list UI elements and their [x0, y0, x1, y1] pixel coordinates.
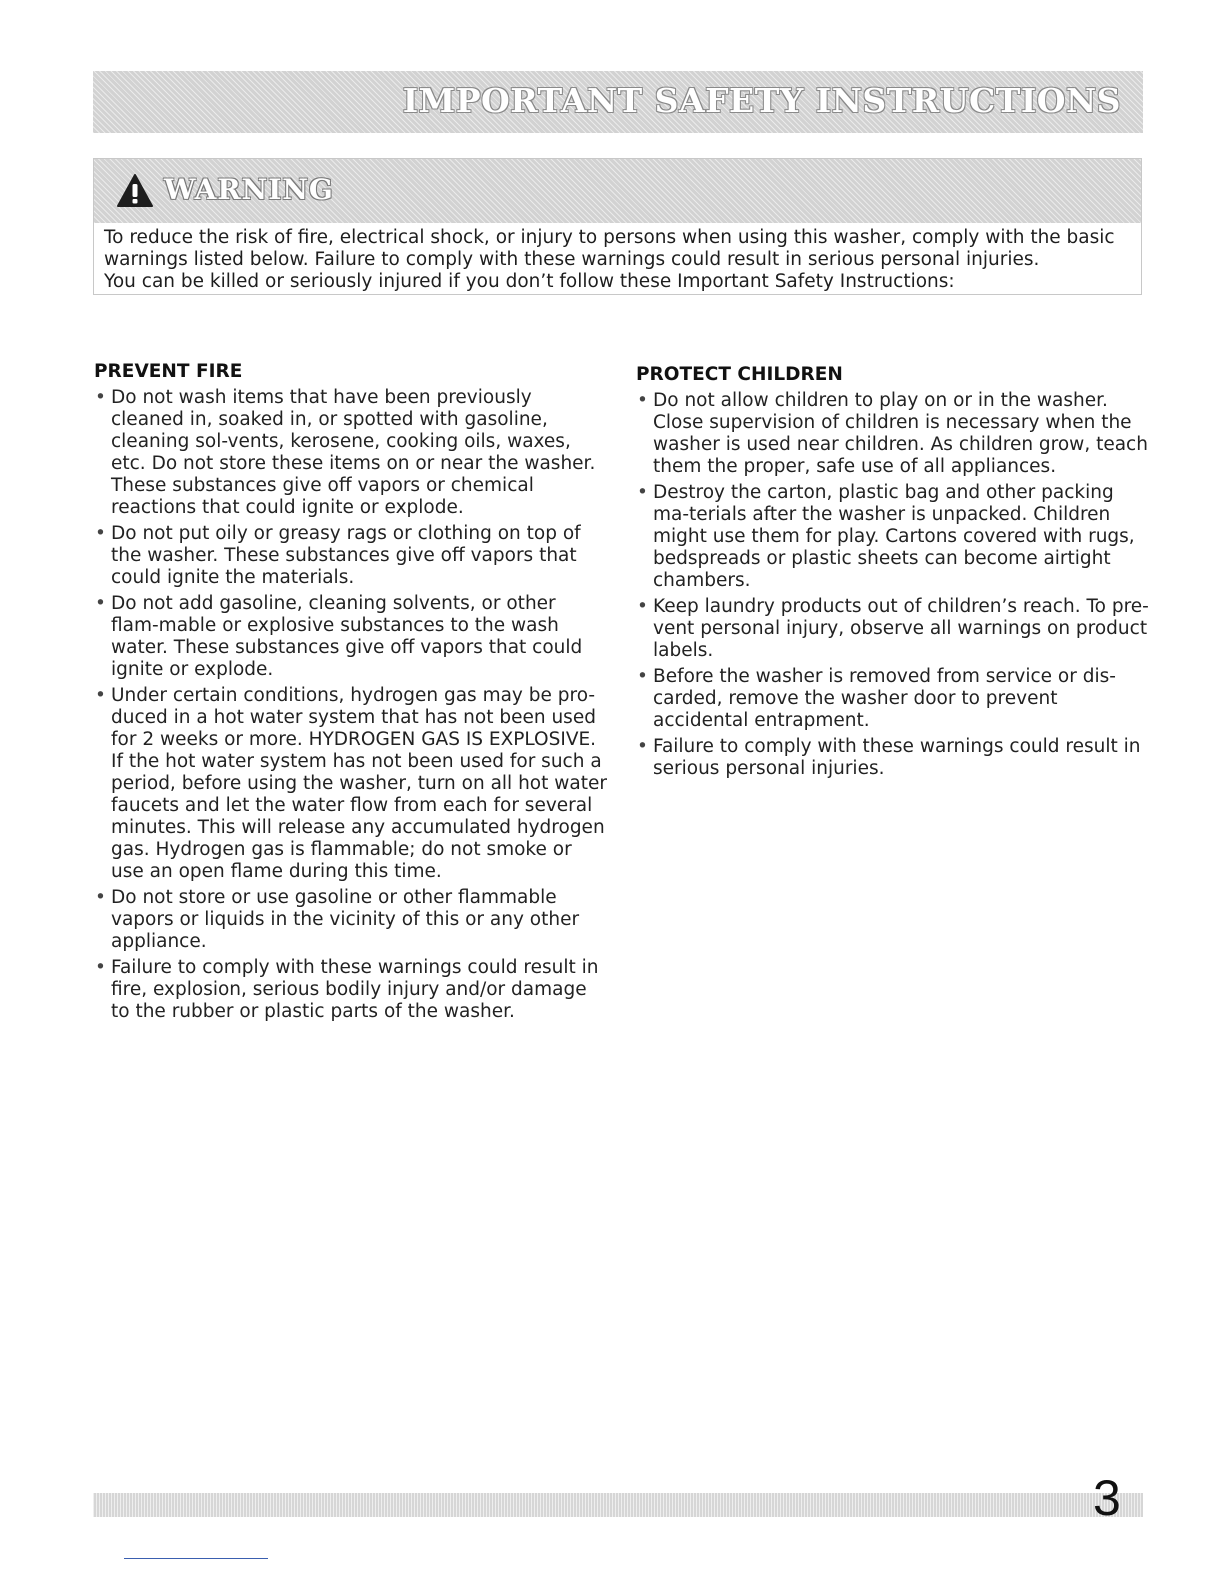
list-item: • Destroy the carton, plastic bag and other packing ma-terials after the washer is unpacked. Children might use them for play. Cartons covered with rugs, bedspreads or plastic sheets can become airtight chambers.: [636, 482, 1151, 592]
list-item: • Do not add gasoline, cleaning solvents, or other flam-mable or explosive substances to the wash water. These substances give off vapors that could ignite or explode.: [94, 593, 609, 681]
list-item: • Failure to comply with these warnings could result in fire, explosion, serious bodily injury and/or damage to the rubber or plastic parts of the washer.: [94, 957, 609, 1023]
protect-children-section: [636, 364, 1151, 784]
list-item: • Do not allow children to play on or in the washer. Close supervision of children is necessary when the washer is used near children. As children grow, teach them the proper, safe use of all appliances.: [636, 390, 1151, 478]
title-banner: [93, 71, 1143, 133]
warning-line: warnings listed below. Failure to comply with these warnings could result in serious personal injuries.: [104, 249, 1040, 270]
list-item: • Do not wash items that have been previously cleaned in, soaked in, or spotted with gasoline, cleaning sol-vents, kerosene, cooking oils, waxes, etc. Do not store these items on or near the washer. These substances give off vapors or chemical reactions that could ignite or explode.: [94, 387, 609, 519]
prevent-fire-heading: PREVENT FIRE: [94, 361, 243, 382]
footer-strip: [93, 1493, 1143, 1517]
warning-line: You can be killed or seriously injured if you don’t follow these Important Safety Instructions:: [104, 271, 955, 292]
list-item: • Under certain conditions, hydrogen gas may be pro-duced in a hot water system that has not been used for 2 weeks or more. HYDROGEN GAS IS EXPLOSIVE. If the hot water system has not been used for such a period, before using the washer, turn on all hot water faucets and let the water flow from each for several minutes. This will release any accumulated hydrogen gas. Hydrogen gas is flammable; do not smoke or use an open flame during this time.: [94, 685, 609, 883]
warning-header: [94, 159, 1141, 223]
list-item: • Before the washer is removed from service or dis-carded, remove the washer door to prevent accidental entrapment.: [636, 666, 1151, 732]
list-item: • Do not store or use gasoline or other flammable vapors or liquids in the vicinity of this or any other appliance.: [94, 887, 609, 953]
warning-line: To reduce the risk of fire, electrical shock, or injury to persons when using this washer, comply with the basic: [104, 227, 1115, 248]
warning-triangle-icon: [116, 173, 154, 209]
warning-text: [104, 227, 1134, 293]
protect-children-heading: PROTECT CHILDREN: [636, 364, 843, 385]
divider: [124, 1558, 268, 1559]
list-item: • Keep laundry products out of children’s reach. To pre-vent personal injury, observe all warnings on product labels.: [636, 596, 1151, 662]
warning-title: WARNING: [164, 173, 334, 206]
warning-box: [93, 158, 1142, 295]
prevent-fire-list: [94, 387, 609, 1023]
protect-children-list: [636, 390, 1151, 780]
list-item: • Do not put oily or greasy rags or clothing on top of the washer. These substances give off vapors that could ignite the materials.: [94, 523, 609, 589]
prevent-fire-section: [94, 361, 609, 1027]
page-number: 3: [1093, 1470, 1121, 1526]
list-item: • Failure to comply with these warnings could result in serious personal injuries.: [636, 736, 1151, 780]
page-title: IMPORTANT SAFETY INSTRUCTIONS: [402, 81, 1121, 120]
